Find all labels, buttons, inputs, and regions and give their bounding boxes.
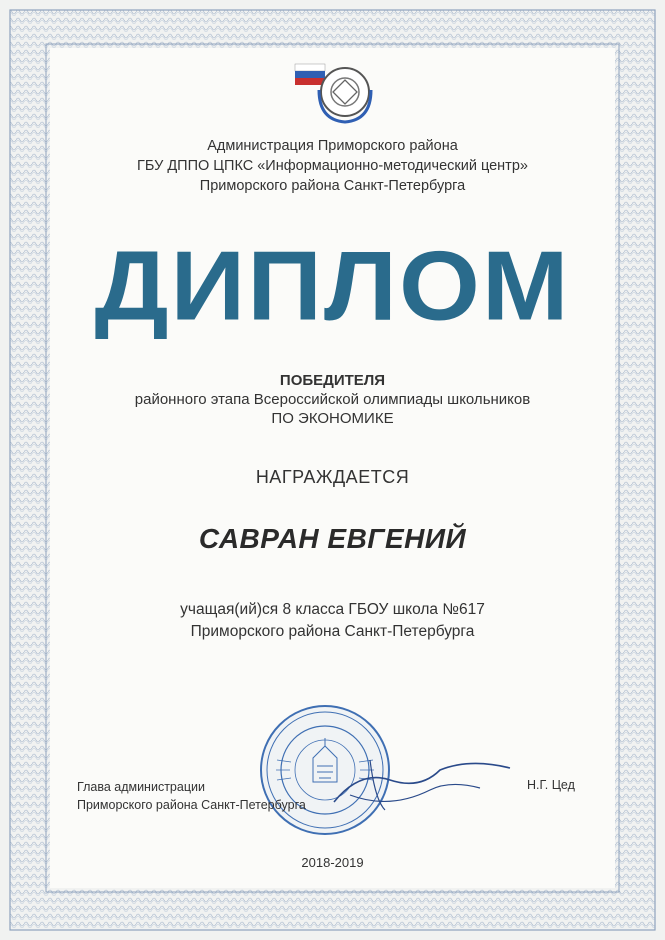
student-line-1: учащая(ий)ся 8 класса ГБОУ школа №617 (180, 601, 485, 618)
diploma-title: ДИПЛОМ (94, 230, 571, 342)
academic-year: 2018-2019 (301, 855, 364, 870)
header-line-1: Администрация Приморского района (207, 138, 458, 154)
signatory-position (77, 778, 306, 814)
position-line-1: Глава администрации (77, 780, 205, 794)
subtitle-line-3: ПО ЭКОНОМИКЕ (271, 410, 394, 427)
olympiad-emblem (289, 50, 379, 130)
subtitle-line-2: районного этапа Всероссийской олимпиады школьников (134, 391, 531, 408)
header-line-3: Приморского района Санкт-Петербурга (199, 178, 466, 194)
student-info (0, 599, 665, 643)
awarded-label: НАГРАЖДАЕТСЯ (255, 467, 410, 487)
award-subtitle (0, 371, 665, 428)
header-line-2: ГБУ ДППО ЦПКС «Информационно-методический центр» (137, 158, 528, 174)
handwritten-signature (330, 740, 520, 830)
subtitle-line-1: ПОБЕДИТЕЛЯ (279, 372, 386, 389)
organization-header (0, 136, 665, 196)
position-line-2: Приморского района Санкт-Петербурга (77, 798, 306, 812)
winner-name: САВРАН ЕВГЕНИЙ (198, 523, 467, 554)
student-line-2: Приморского района Санкт-Петербурга (190, 623, 475, 640)
signatory-name: Н.Г. Цед (527, 778, 575, 792)
